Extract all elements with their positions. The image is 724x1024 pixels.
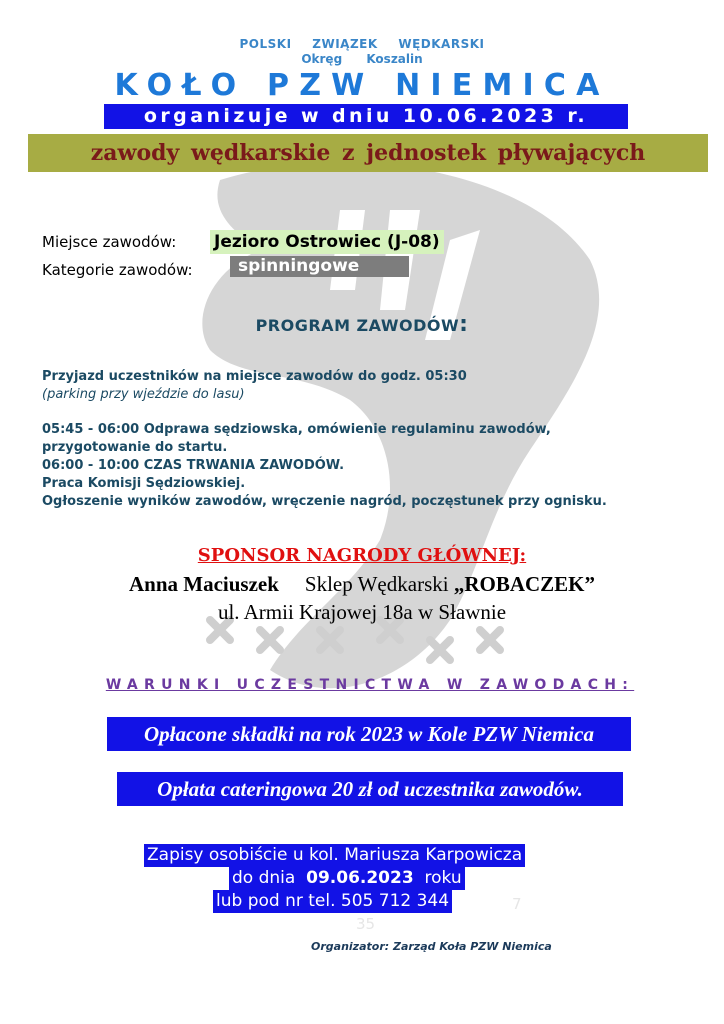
schedule-line-2: przygotowanie do startu.: [42, 440, 228, 455]
arrival-line: Przyjazd uczestników na miejsce zawodów do godz. 05:30: [42, 369, 467, 384]
conditions-heading: WARUNKI UCZESTNICTWA W ZAWODACH:: [105, 677, 635, 693]
registration-line-2: [229, 867, 465, 890]
program-title-colon: :: [459, 312, 469, 337]
organizer-value: Zarząd Koła PZW Niemica: [392, 940, 552, 953]
sponsor-address: ul. Armii Krajowej 18a w Sławnie: [217, 600, 507, 624]
schedule-line-3: 06:00 - 10:00 CZAS TRWANIA ZAWODÓW.: [42, 458, 345, 473]
parking-note: (parking przy wjeździe do lasu): [42, 387, 245, 402]
place-value: Jezioro Ostrowiec (J-08): [210, 230, 444, 254]
catering-banner: Opłata cateringowa 20 zł od uczestnika zawodów.: [117, 772, 623, 806]
competition-banner: zawody wędkarskie z jednostek pływających: [28, 134, 708, 172]
schedule-line-4: Praca Komisji Sędziowskiej.: [42, 476, 246, 491]
registration-date-prefix: do dnia: [232, 868, 296, 888]
association-word-2: ZWIĄZEK: [312, 37, 378, 51]
district-word-2: Koszalin: [366, 52, 423, 66]
organizer-label: Organizator:: [311, 940, 390, 953]
association-name: [0, 37, 724, 51]
shop-prefix: Sklep Wędkarski: [304, 572, 449, 596]
schedule-line-5: Ogłoszenie wyników zawodów, wręczenie nagród, poczęstunek przy ognisku.: [42, 494, 607, 509]
category-value: spinningowe: [230, 256, 409, 277]
category-label: Kategorie zawodów:: [42, 261, 193, 279]
club-title: KOŁO PZW NIEMICA: [114, 68, 610, 103]
district-name: [0, 52, 724, 66]
shop-name: „ROBACZEK”: [453, 572, 596, 596]
fee-banner: Opłacone składki na rok 2023 w Kole PZW Niemica: [107, 717, 631, 751]
program-heading: [0, 312, 724, 337]
organizer-footer: [311, 940, 552, 953]
program-title: PROGRAM ZAWODÓW: [255, 316, 460, 335]
registration-line-1: Zapisy osobiście u kol. Mariusza Karpowicza: [144, 844, 525, 867]
association-word-3: WĘDKARSKI: [398, 37, 485, 51]
association-word-1: POLSKI: [239, 37, 292, 51]
sponsor-name: Anna Maciuszek: [128, 572, 279, 596]
schedule-line-1: 05:45 - 06:00 Odprawa sędziowska, omówienie regulaminu zawodów,: [42, 422, 551, 437]
registration-date: 09.06.2023: [306, 868, 414, 888]
organizes-banner: organizuje w dniu 10.06.2023 r.: [104, 104, 628, 129]
faded-digit: 7: [512, 895, 522, 913]
place-label: Miejsce zawodów:: [42, 233, 177, 251]
registration-line-3: lub pod nr tel. 505 712 344: [213, 890, 452, 913]
sponsor-line: [0, 572, 724, 597]
sponsor-heading: SPONSOR NAGRODY GŁÓWNEJ:: [197, 545, 527, 566]
district-word-1: Okręg: [301, 52, 343, 66]
registration-date-suffix: roku: [424, 868, 462, 888]
faded-number: 35: [356, 915, 376, 933]
